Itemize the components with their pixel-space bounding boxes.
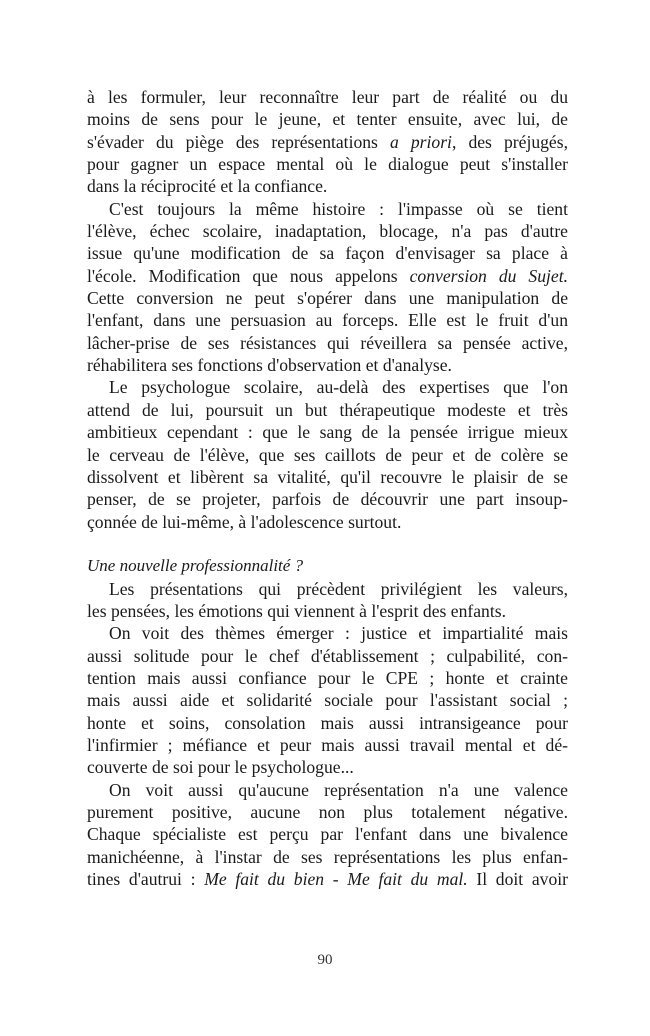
text-line [87,131,568,153]
text-line: C'est toujours la même histoire : l'impasse où se tient [109,198,568,219]
text-line: couverte de soi pour le psychologue... [87,757,354,778]
text-line: tention mais aussi confiance pour le CPE ; honte et crainte [87,667,568,688]
text-line: moins de sens pour le jeune, et tenter ensuite, avec lui, de [87,109,568,130]
italic-term: a priori [390,131,452,152]
text-line: purement positive, aucune non plus totalement négative. [87,802,568,822]
text-line [87,868,568,890]
text-line: manichéenne, à l'instar de ses représentations les plus enfan- [87,846,568,867]
text-line: Les présentations qui précèdent privilégient les valeurs, [109,578,568,599]
text-line: attend de lui, poursuit un but thérapeutique modeste et très [87,399,568,420]
book-page-body [87,86,568,890]
text-line: penser, de se projeter, parfois de découvrir une part insoup- [87,489,568,510]
blank-line [87,533,568,555]
text-line: dans la réciprocité et la confiance. [87,176,328,197]
paragraph [87,198,568,377]
text-segment: tines d'autrui : [87,869,205,890]
text-line: On voit des thèmes émerger : justice et impartialité mais [109,623,568,644]
text-line: On voit aussi qu'aucune représentation n'a une valence [109,779,568,800]
text-segment: , des préjugés, [451,131,568,152]
paragraph-continuation [87,86,568,198]
text-line: réhabilitera ses fonctions d'observation et d'analyse. [87,355,452,376]
text-line: à les formuler, leur reconnaître leur part de réalité ou du [87,87,568,107]
text-segment: Il doit avoir [467,869,568,890]
text-segment: s'évader du piège des représentations [87,131,390,152]
paragraph [87,578,568,623]
text-line: ambitieux cependant : que le sang de la pensée irrigue mieux [87,422,568,443]
text-line: honte et soins, consolation mais aussi intransigeance pour [87,712,568,733]
text-line: issue qu'une modification de sa façon d'envisager sa place à [87,243,568,264]
text-line: Cette conversion ne peut s'opérer dans une manipulation de [87,288,568,309]
text-line: lâcher-prise de ses résistances qui réveillera sa pensée active, [87,332,568,353]
text-line: aussi solitude pour le chef d'établissement ; culpabilité, con- [87,645,568,666]
text-line: pour gagner un espace mental où le dialogue peut s'installer [87,154,568,175]
text-line: l'enfant, dans une persuasion au forceps. Elle est le fruit d'un [87,310,568,331]
italic-term: conversion du Sujet. [409,265,568,286]
text-line: l'élève, échec scolaire, inadaptation, blocage, n'a pas d'autre [87,221,568,242]
text-segment: l'école. Modification que nous appelons [87,265,410,286]
italic-quote: Me fait du bien - Me fait du mal. [204,869,468,890]
section-heading: Une nouvelle professionnalité ? [87,556,304,576]
text-line: dissolvent et libèrent sa vitalité, qu'il recouvre le plaisir de se [87,466,568,487]
paragraph [87,376,568,532]
text-line: le cerveau de l'élève, que ses caillots de peur et de colère se [87,444,568,465]
text-line: les pensées, les émotions qui viennent à l'esprit des enfants. [87,600,506,621]
paragraph [87,622,568,778]
page-number: 90 [317,952,333,968]
text-line [87,265,568,287]
paragraph [87,779,568,891]
text-line: l'infirmier ; méfiance et peur mais aussi travail mental et dé- [87,734,568,755]
text-line: Le psychologue scolaire, au-delà des expertises que l'on [109,377,568,398]
text-line: çonnée de lui-même, à l'adolescence surtout. [87,511,402,532]
text-line: mais aussi aide et solidarité sociale pour l'assistant social ; [87,690,568,711]
text-line: Chaque spécialiste est perçu par l'enfant dans une bivalence [87,824,568,845]
